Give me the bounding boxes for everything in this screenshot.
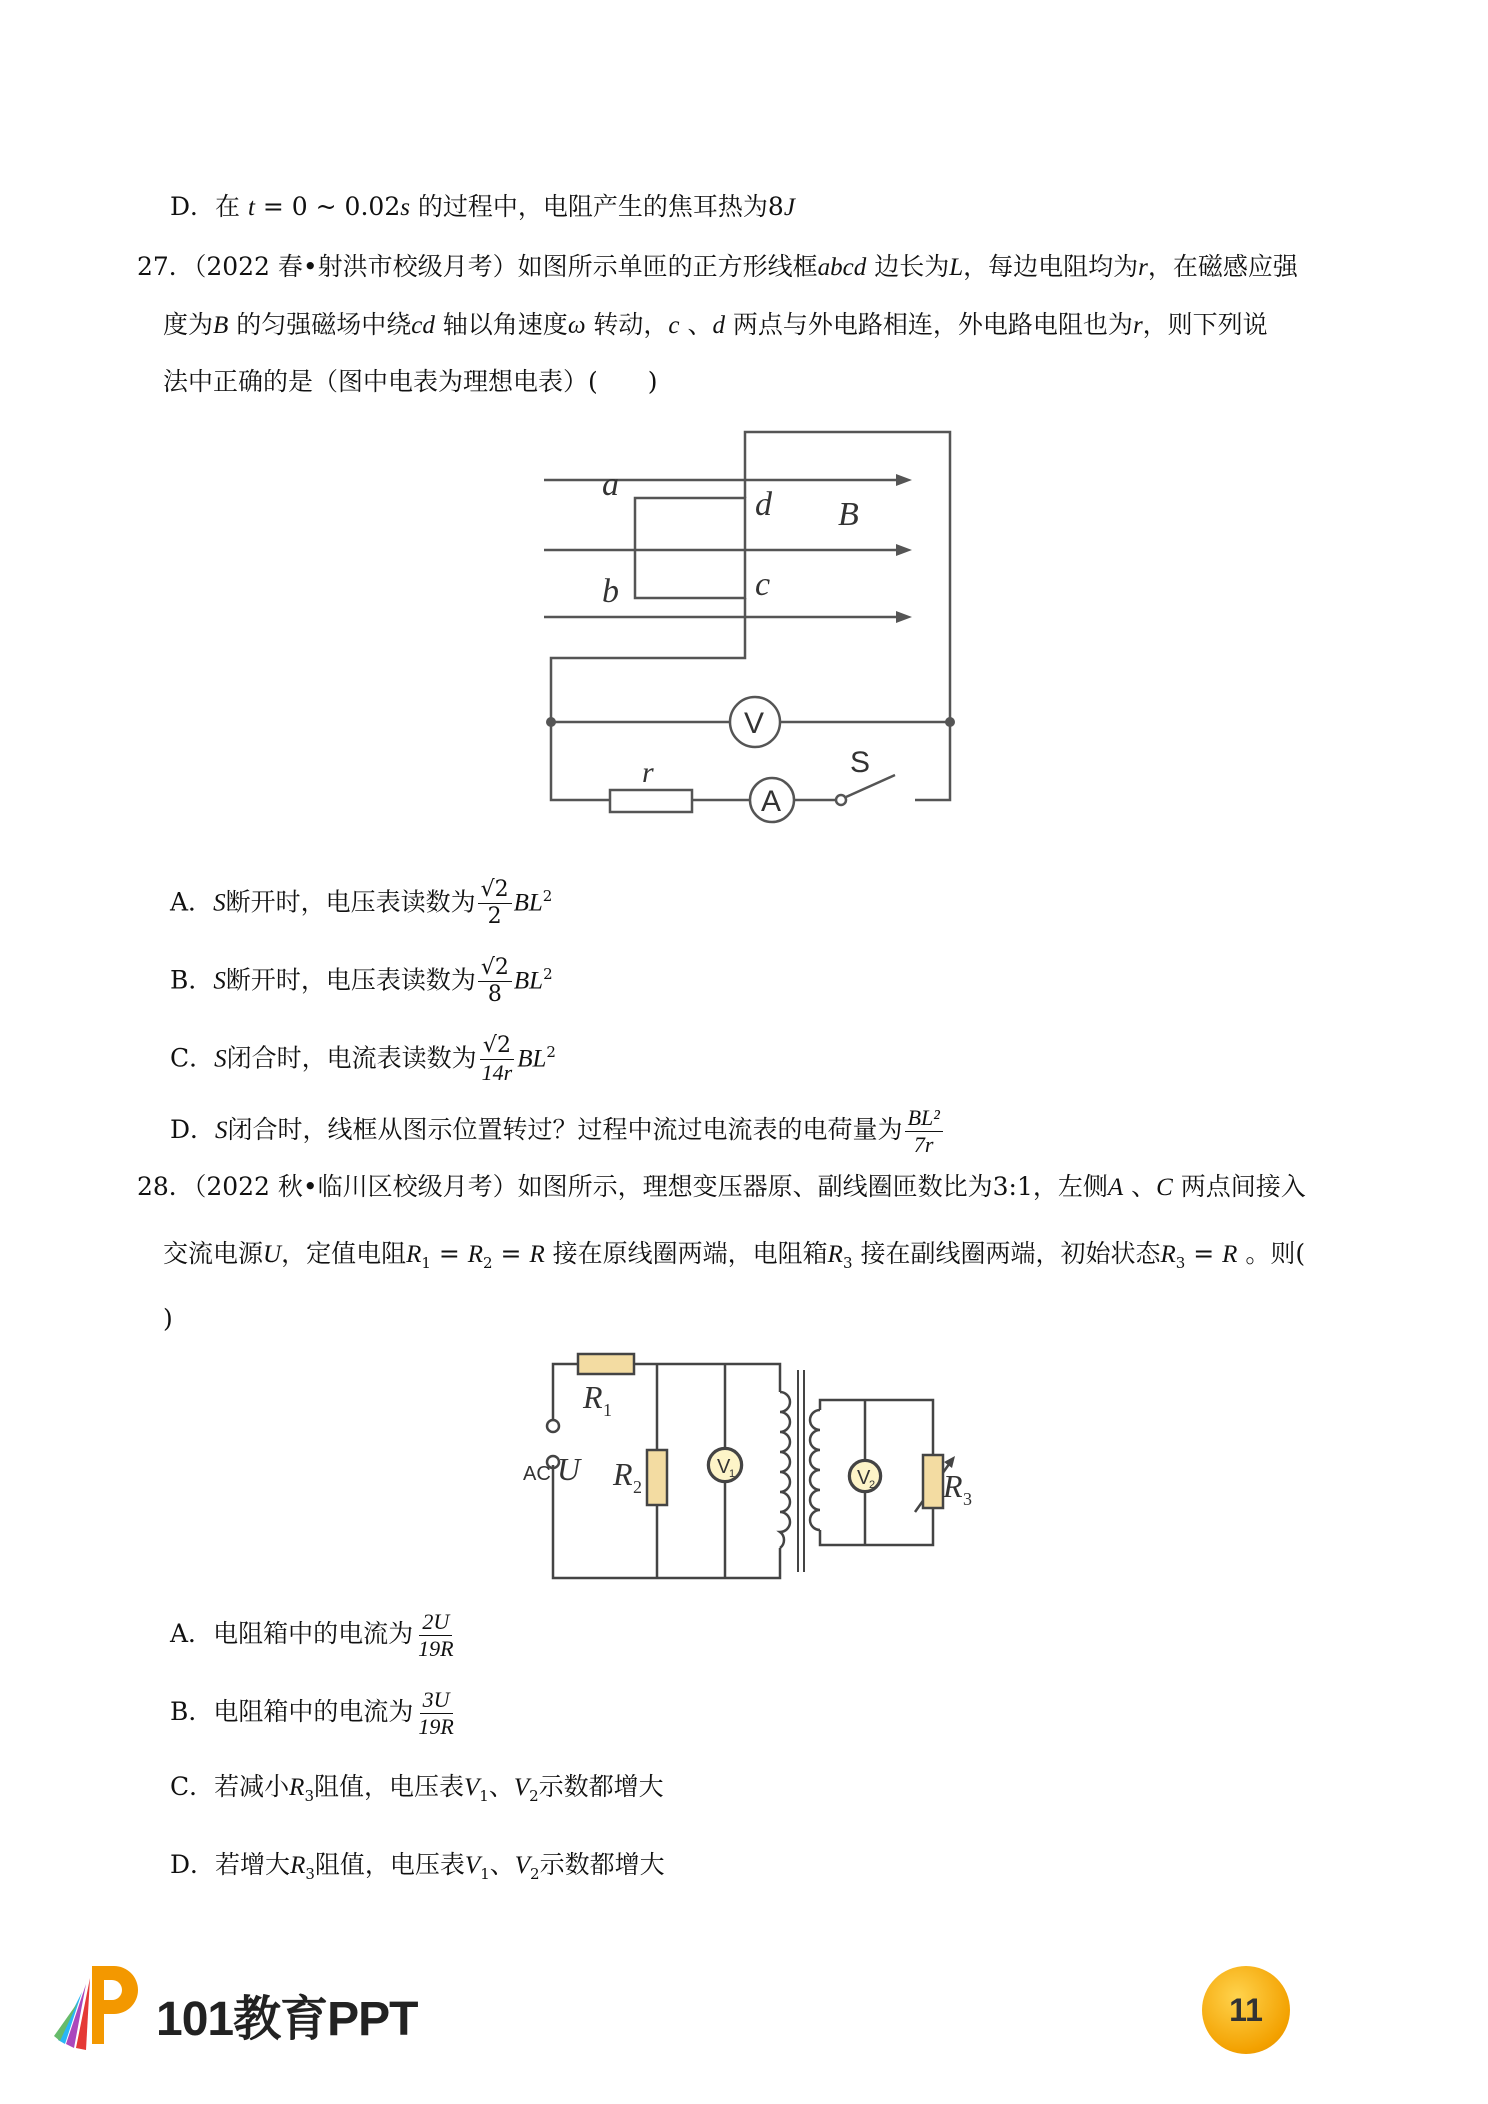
fig27-label-r: r [642, 756, 654, 789]
q28-stem-line3: ) [163, 1304, 173, 1333]
fig27-voltmeter: V [744, 707, 765, 740]
brand-logo-icon [50, 1958, 146, 2058]
fig28-R1-sub: 1 [603, 1400, 612, 1420]
fig28-R3: R [943, 1468, 963, 1504]
fig28-R2: R [613, 1456, 633, 1492]
q27-option-a: A．S断开时，电压表读数为 $\frac{√2}{2}$ $BL^2$ [170, 877, 553, 930]
q27-stem-line2: 度为B 的匀强磁场中绕cd 轴以角速度ω 转动，c 、d 两点与外电路相连，外电路电阻也为r，则下列说 [163, 310, 1268, 339]
fig28-AC: AC [523, 1463, 551, 1485]
q28-option-b: B．电阻箱中的电流为 $\frac{3U}{19R}$ [170, 1687, 454, 1739]
q27-circuit-figure [530, 420, 1000, 840]
page-number-badge: 11 [1202, 1966, 1290, 2054]
q27-stem-line1: 27．（2022 春•射洪市校级月考）如图所示单匝的正方形线框abcd 边长为L，每边电阻均为r，在磁感应强 [137, 252, 1298, 281]
fig28-R3-sub: 3 [963, 1489, 972, 1509]
q27-option-c: C．S闭合时，电流表读数为 $\frac{√2}{14r}$ $BL^2$ [170, 1033, 556, 1086]
fig28-V1-sub: 1 [729, 1468, 736, 1480]
fig28-R1: R [583, 1379, 603, 1415]
fig27-label-a: a [602, 466, 619, 503]
q26-option-d: D．在 t = 0 ~ 0.02s 的过程中，电阻产生的焦耳热为8J [170, 192, 795, 221]
fig27-label-b: b [602, 573, 619, 610]
fig27-switch-label: S [850, 746, 871, 779]
q28-option-a: A．电阻箱中的电流为 $\frac{2U}{19R}$ [170, 1609, 454, 1661]
fig27-ammeter: A [761, 785, 782, 818]
fig28-R2-sub: 2 [633, 1477, 642, 1497]
q28-option-c: C．若减小$R_3$阻值，电压表$V_1$、$V_2$示数都增大 [170, 1772, 664, 1805]
brand-name: 101教育PPT [156, 1993, 418, 2046]
q28-stem-line2: 交流电源U，定值电阻$R_1 = R_2 = R$ 接在原线圈两端，电阻箱$R_3$ 接在副线圈两端，初始状态$R_3 = R$ 。则( [163, 1239, 1306, 1272]
q28-transformer-figure [515, 1350, 995, 1590]
fig28-V1: V [717, 1456, 731, 1478]
q27-option-b: B．S断开时，电压表读数为 $\frac{√2}{8}$ $BL^2$ [170, 955, 553, 1008]
q27-stem-line3: 法中正确的是（图中电表为理想电表）( ) [163, 367, 658, 396]
q28-option-d: D．若增大$R_3$阻值，电压表$V_1$、$V_2$示数都增大 [170, 1850, 665, 1883]
q28-stem-line1: 28．（2022 秋•临川区校级月考）如图所示，理想变压器原、副线圈匝数比为3:1，左侧A 、C 两点间接入 [137, 1172, 1306, 1201]
fig28-U: U [557, 1451, 581, 1487]
fig27-label-B: B [838, 496, 859, 533]
fig28-V2: V [857, 1467, 871, 1489]
q27-option-d: D．S闭合时，线框从图示位置转过？过程中流过电流表的电荷量为 $\frac{\text{BL²}}{7r}$ [170, 1100, 945, 1161]
fig28-V2-sub: 2 [869, 1479, 876, 1491]
fig27-label-d: d [755, 486, 772, 523]
fig27-label-c: c [755, 566, 771, 603]
